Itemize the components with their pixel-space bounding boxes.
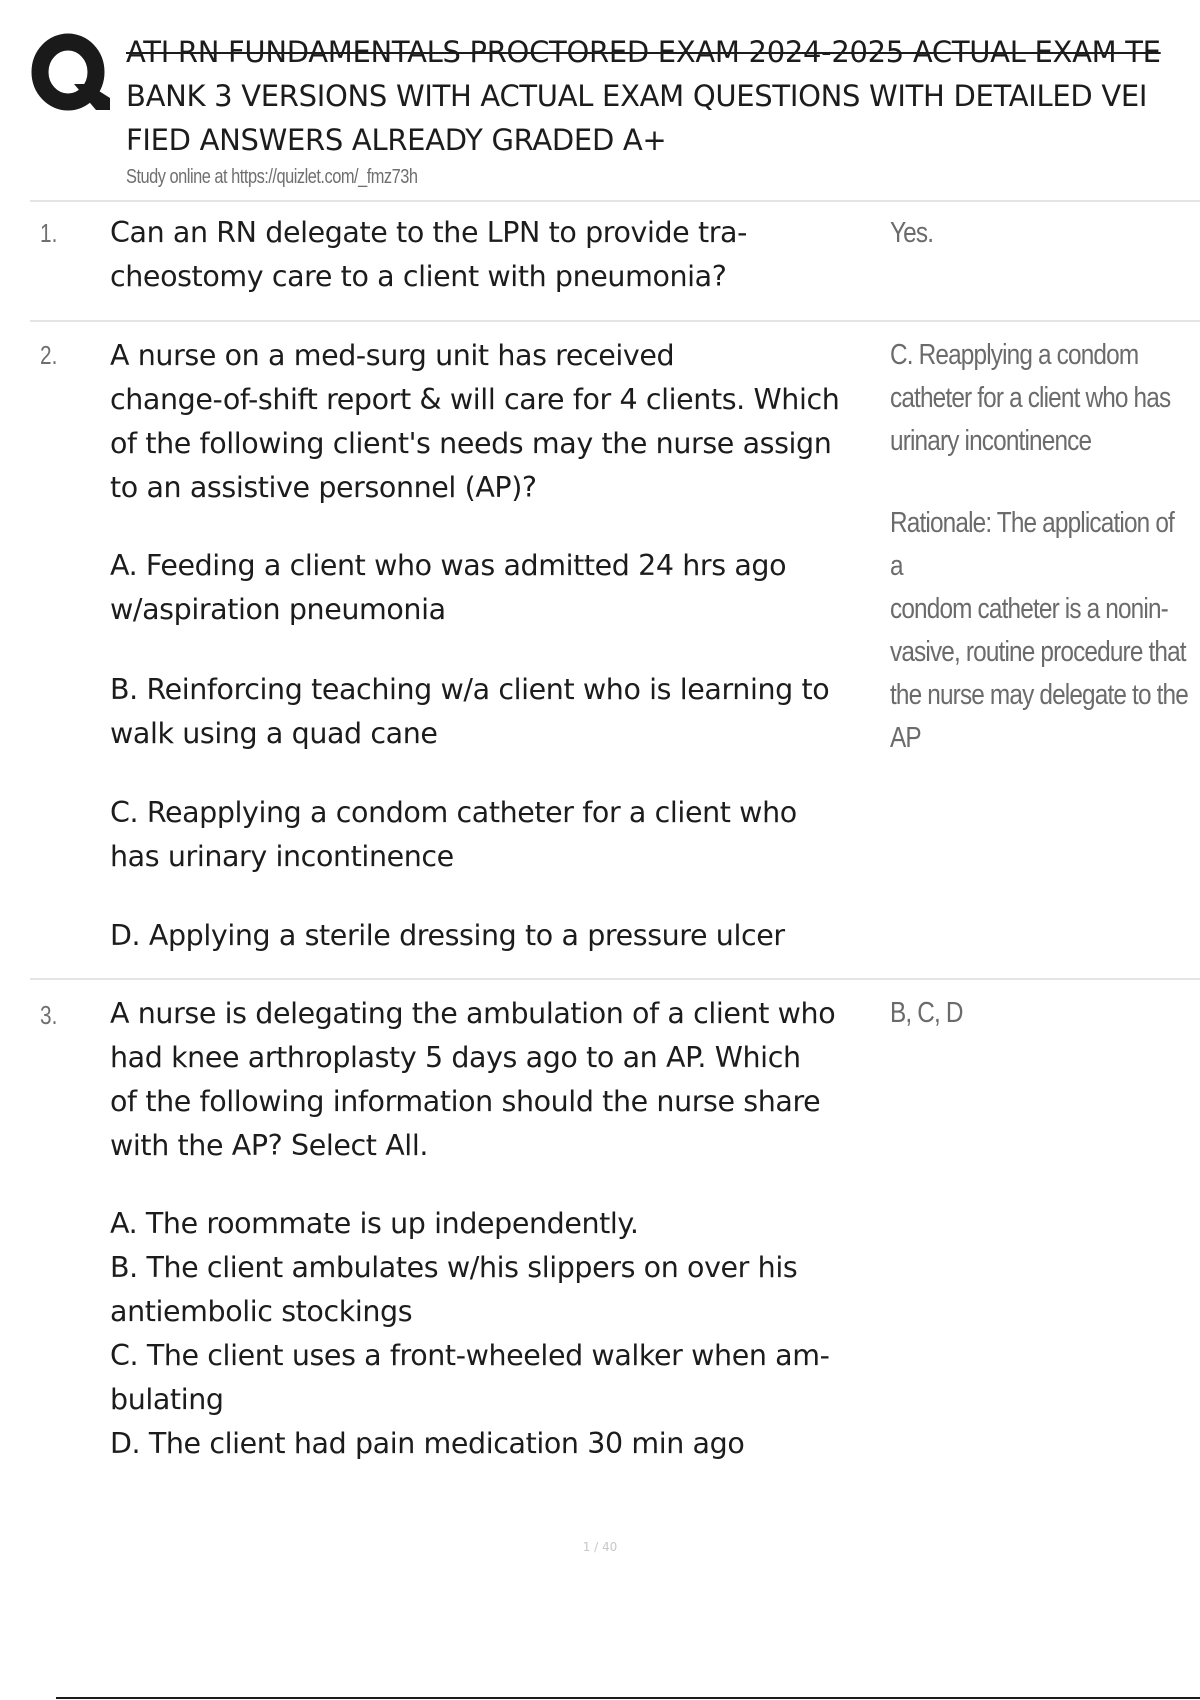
document-title [126,30,1200,162]
answer-line: C. Reapplying a condom [890,339,1139,371]
answer-line: AP [890,722,921,754]
option-line: A. Feeding a client who was admitted 24 hrs ago [110,549,787,582]
option-line: antiembolic stockings [110,1295,413,1328]
footer-divider [56,1697,1200,1699]
question-line: had knee arthroplasty 5 days ago to an AP. Which [110,1041,801,1074]
question-line: A nurse on a med-surg unit has received [110,339,675,372]
answer-text [890,334,1192,760]
answer-line: Rationale: The application of a [890,507,1174,582]
option-line: D. Applying a sterile dressing to a pressure ulcer [110,919,785,952]
question-line: A nurse is delegating the ambulation of a client who [110,997,836,1030]
question-line: Can an RN delegate to the LPN to provide tra- [110,216,747,249]
option-line: B. The client ambulates w/his slippers on over his [110,1251,798,1284]
answer-text [890,992,1192,1035]
option-c [110,791,890,879]
option-line: B. Reinforcing teaching w/a client who is learning to [110,673,830,706]
question-number: 2. [40,340,58,370]
option-list [110,1202,890,1466]
answer-spacer [890,463,1192,502]
option-line: bulating [110,1383,224,1416]
divider [30,978,1200,980]
question-number: 1. [40,218,58,248]
option-line: C. The client uses a front-wheeled walker when am- [110,1339,830,1372]
option-b [110,668,890,756]
option-a [110,544,890,632]
question-line: cheostomy care to a client with pneumonia? [110,260,727,293]
title-line-2: BANK 3 VERSIONS WITH ACTUAL EXAM QUESTIONS WITH DETAILED VEI [126,79,1148,113]
option-line: has urinary incontinence [110,840,454,873]
question-text [110,992,890,1168]
divider [30,200,1200,202]
answer-line: Yes. [890,217,934,249]
option-line: C. Reapplying a condom catheter for a client who [110,796,797,829]
answer-line: catheter for a client who has [890,382,1171,414]
answer-text [890,212,1192,255]
question-line: with the AP? Select All. [110,1129,428,1162]
question-line: change-of-shift report & will care for 4 clients. Which [110,383,840,416]
question-line: to an assistive personnel (AP)? [110,471,537,504]
answer-line: the nurse may delegate to the [890,679,1188,711]
option-line: w/aspiration pneumonia [110,593,446,626]
title-line-1: ATI RN FUNDAMENTALS PROCTORED EXAM 2024-2025 ACTUAL EXAM TE [126,35,1161,69]
option-line: walk using a quad cane [110,717,438,750]
page-number: 1 / 40 [582,1540,618,1554]
title-line-3: FIED ANSWERS ALREADY GRADED A+ [126,123,667,157]
divider [30,320,1200,322]
answer-line: urinary incontinence [890,425,1092,457]
answer-line: vasive, routine procedure that [890,636,1186,668]
option-line: A. The roommate is up independently. [110,1207,639,1240]
quizlet-logo-icon [30,32,110,116]
question-line: of the following client's needs may the nurse assign [110,427,832,460]
answer-line: condom catheter is a nonin- [890,593,1168,625]
study-online-link[interactable]: Study online at https://quizlet.com/_fmz73h [126,166,418,188]
question-number: 3. [40,1000,58,1030]
option-line: D. The client had pain medication 30 min ago [110,1427,745,1460]
option-d [110,914,890,958]
answer-line: B, C, D [890,997,963,1029]
question-text [110,334,890,510]
question-text [110,211,890,299]
question-line: of the following information should the nurse share [110,1085,821,1118]
